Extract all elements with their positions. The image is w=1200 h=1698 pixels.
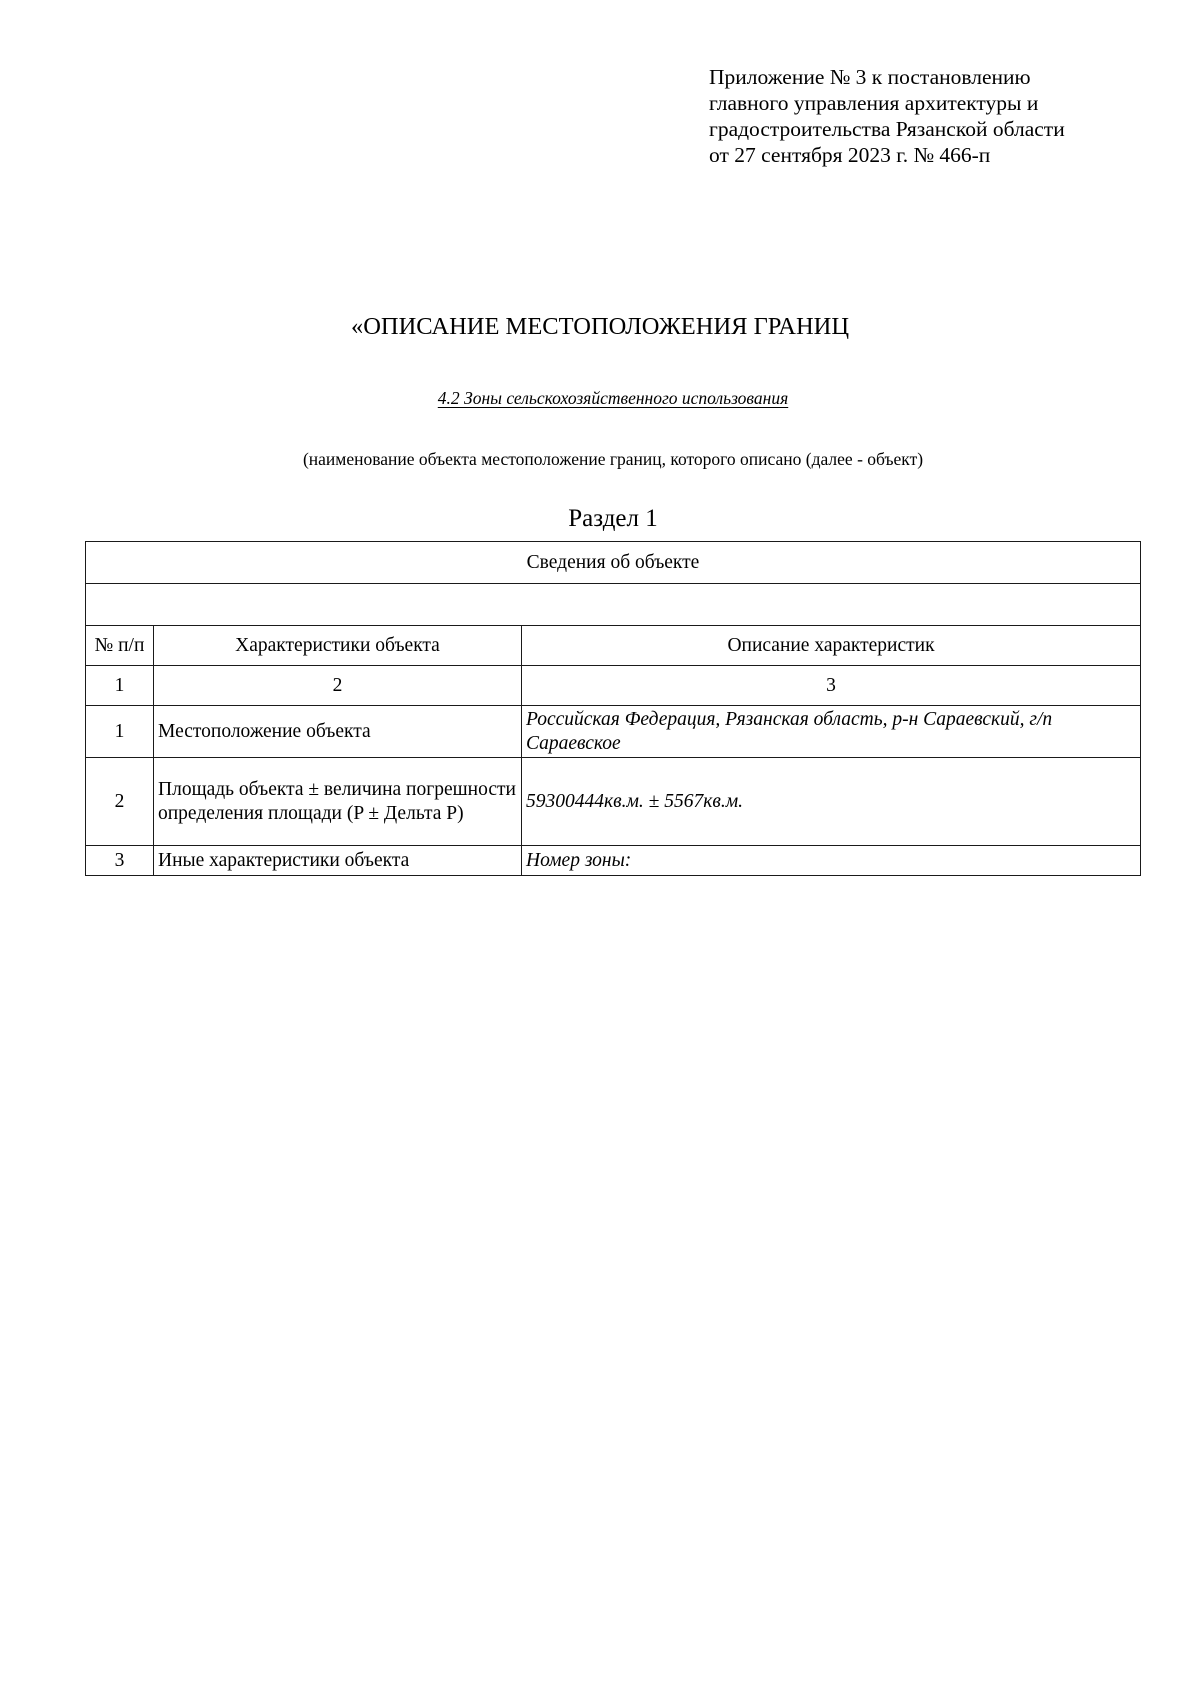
appendix-line: градостроительства Рязанской области bbox=[709, 117, 1065, 141]
row-characteristic: Иные характеристики объекта bbox=[154, 846, 522, 876]
row-num: 2 bbox=[86, 758, 154, 846]
object-name-caption: (наименование объекта местоположение границ, которого описано (далее - объект) bbox=[302, 449, 924, 469]
column-number: 3 bbox=[522, 666, 1141, 706]
table-row bbox=[86, 846, 1141, 876]
appendix-line: Приложение № 3 к постановлению bbox=[709, 65, 1031, 89]
table-row bbox=[86, 706, 1141, 758]
header-num: № п/п bbox=[86, 626, 154, 666]
table-caption-row bbox=[86, 542, 1141, 584]
row-description: Номер зоны: bbox=[522, 846, 1141, 876]
header-description: Описание характеристик bbox=[522, 626, 1141, 666]
table-caption: Сведения об объекте bbox=[86, 542, 1141, 584]
column-number: 2 bbox=[154, 666, 522, 706]
header-characteristic: Характеристики объекта bbox=[154, 626, 522, 666]
column-number-row bbox=[86, 666, 1141, 706]
row-num: 3 bbox=[86, 846, 154, 876]
row-num: 1 bbox=[86, 706, 154, 758]
empty-cell bbox=[86, 584, 1141, 626]
row-description: 59300444кв.м. ± 5567кв.м. bbox=[522, 758, 1141, 846]
row-characteristic: Местоположение объекта bbox=[154, 706, 522, 758]
object-info-table bbox=[85, 541, 1141, 876]
row-description: Российская Федерация, Рязанская область, р-н Сараевский, г/п Сараевское bbox=[522, 706, 1141, 758]
table-row bbox=[86, 758, 1141, 846]
table-empty-row bbox=[86, 584, 1141, 626]
zone-name: 4.2 Зоны сельскохозяйственного использования bbox=[437, 388, 789, 408]
table-header-row bbox=[86, 626, 1141, 666]
column-number: 1 bbox=[86, 666, 154, 706]
section-title: Раздел 1 bbox=[568, 505, 658, 532]
row-characteristic: Площадь объекта ± величина погрешности определения площади (P ± Дельта P) bbox=[154, 758, 522, 846]
appendix-note bbox=[709, 64, 1169, 168]
appendix-line: главного управления архитектуры и bbox=[709, 91, 1039, 115]
document-title: «ОПИСАНИЕ МЕСТОПОЛОЖЕНИЯ ГРАНИЦ bbox=[350, 313, 850, 340]
appendix-line: от 27 сентября 2023 г. № 466-п bbox=[709, 143, 991, 167]
